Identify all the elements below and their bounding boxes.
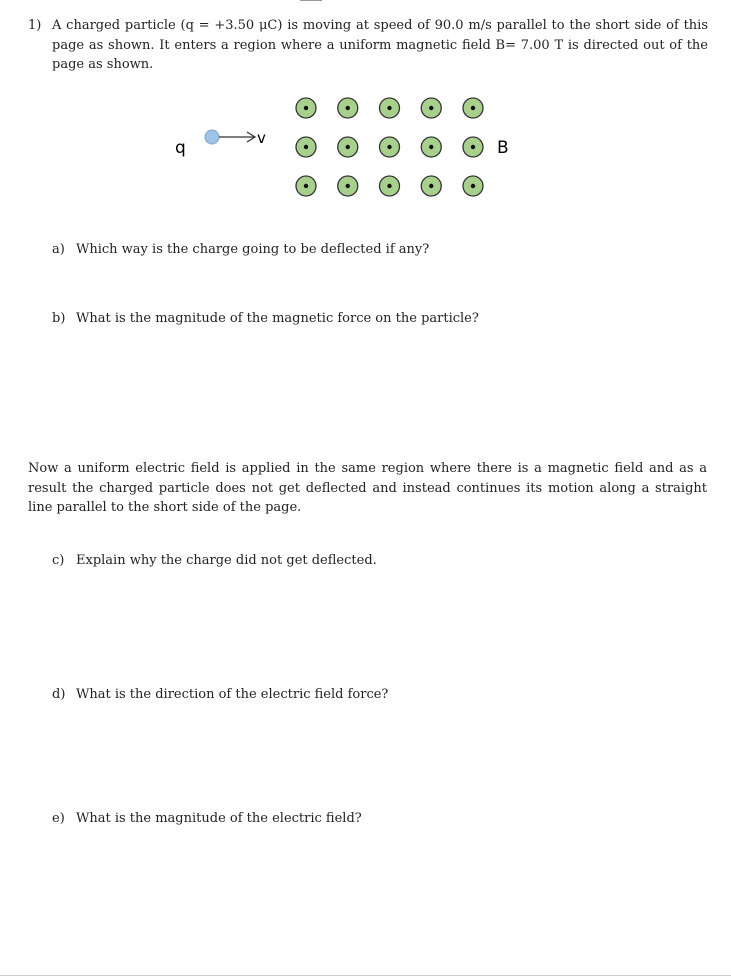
field-out-of-page-icon	[421, 137, 441, 157]
velocity-arrow-icon	[219, 132, 255, 142]
particle-icon	[205, 130, 219, 144]
part-d	[52, 686, 388, 704]
field-out-of-page-icon	[296, 137, 316, 157]
magnetic-field-figure	[0, 90, 731, 210]
field-out-of-page-icon	[380, 137, 400, 157]
field-out-of-page-icon	[338, 98, 358, 118]
part-label: c)	[52, 553, 65, 568]
field-out-of-page-icon	[380, 98, 400, 118]
question-text: A charged particle (q = +3.50 μC) is moving at speed of 90.0 m/s parallel to the short side of this page as shown. It enters a region where a uniform magnetic field B= 7.00 T is directed out of the page as shown.	[52, 18, 708, 72]
part-text: Explain why the charge did not get deflected.	[76, 553, 377, 568]
field-label: B	[497, 138, 509, 158]
part-label: d)	[52, 687, 66, 702]
field-out-of-page-icon	[463, 176, 483, 196]
field-dot-grid	[296, 98, 483, 196]
field-out-of-page-icon	[463, 98, 483, 118]
question-1	[28, 16, 708, 75]
field-out-of-page-icon	[338, 176, 358, 196]
part-text: Which way is the charge going to be deflected if any?	[76, 242, 430, 257]
bottom-rule	[0, 975, 731, 976]
part-b	[52, 310, 479, 328]
part-text: What is the direction of the electric field force?	[76, 687, 389, 702]
electric-field-paragraph: Now a uniform electric field is applied in the same region where there is a magnetic field and as a result the charged particle does not get deflected and instead continues its motion along a straight line parallel to the short side of the page.	[28, 461, 707, 515]
charge-label: q	[175, 138, 186, 158]
velocity-label: v	[257, 129, 266, 147]
field-out-of-page-icon	[421, 176, 441, 196]
part-text: What is the magnitude of the electric field?	[76, 811, 362, 826]
field-out-of-page-icon	[338, 137, 358, 157]
top-rule	[300, 0, 322, 1]
part-label: b)	[52, 311, 66, 326]
part-label: a)	[52, 242, 65, 257]
part-a	[52, 241, 429, 259]
field-out-of-page-icon	[463, 137, 483, 157]
part-c	[52, 552, 377, 570]
field-out-of-page-icon	[296, 98, 316, 118]
part-e	[52, 810, 362, 828]
part-text: What is the magnitude of the magnetic force on the particle?	[76, 311, 479, 326]
field-out-of-page-icon	[380, 176, 400, 196]
field-out-of-page-icon	[296, 176, 316, 196]
question-number: 1)	[28, 18, 42, 33]
part-label: e)	[52, 811, 65, 826]
field-out-of-page-icon	[421, 98, 441, 118]
